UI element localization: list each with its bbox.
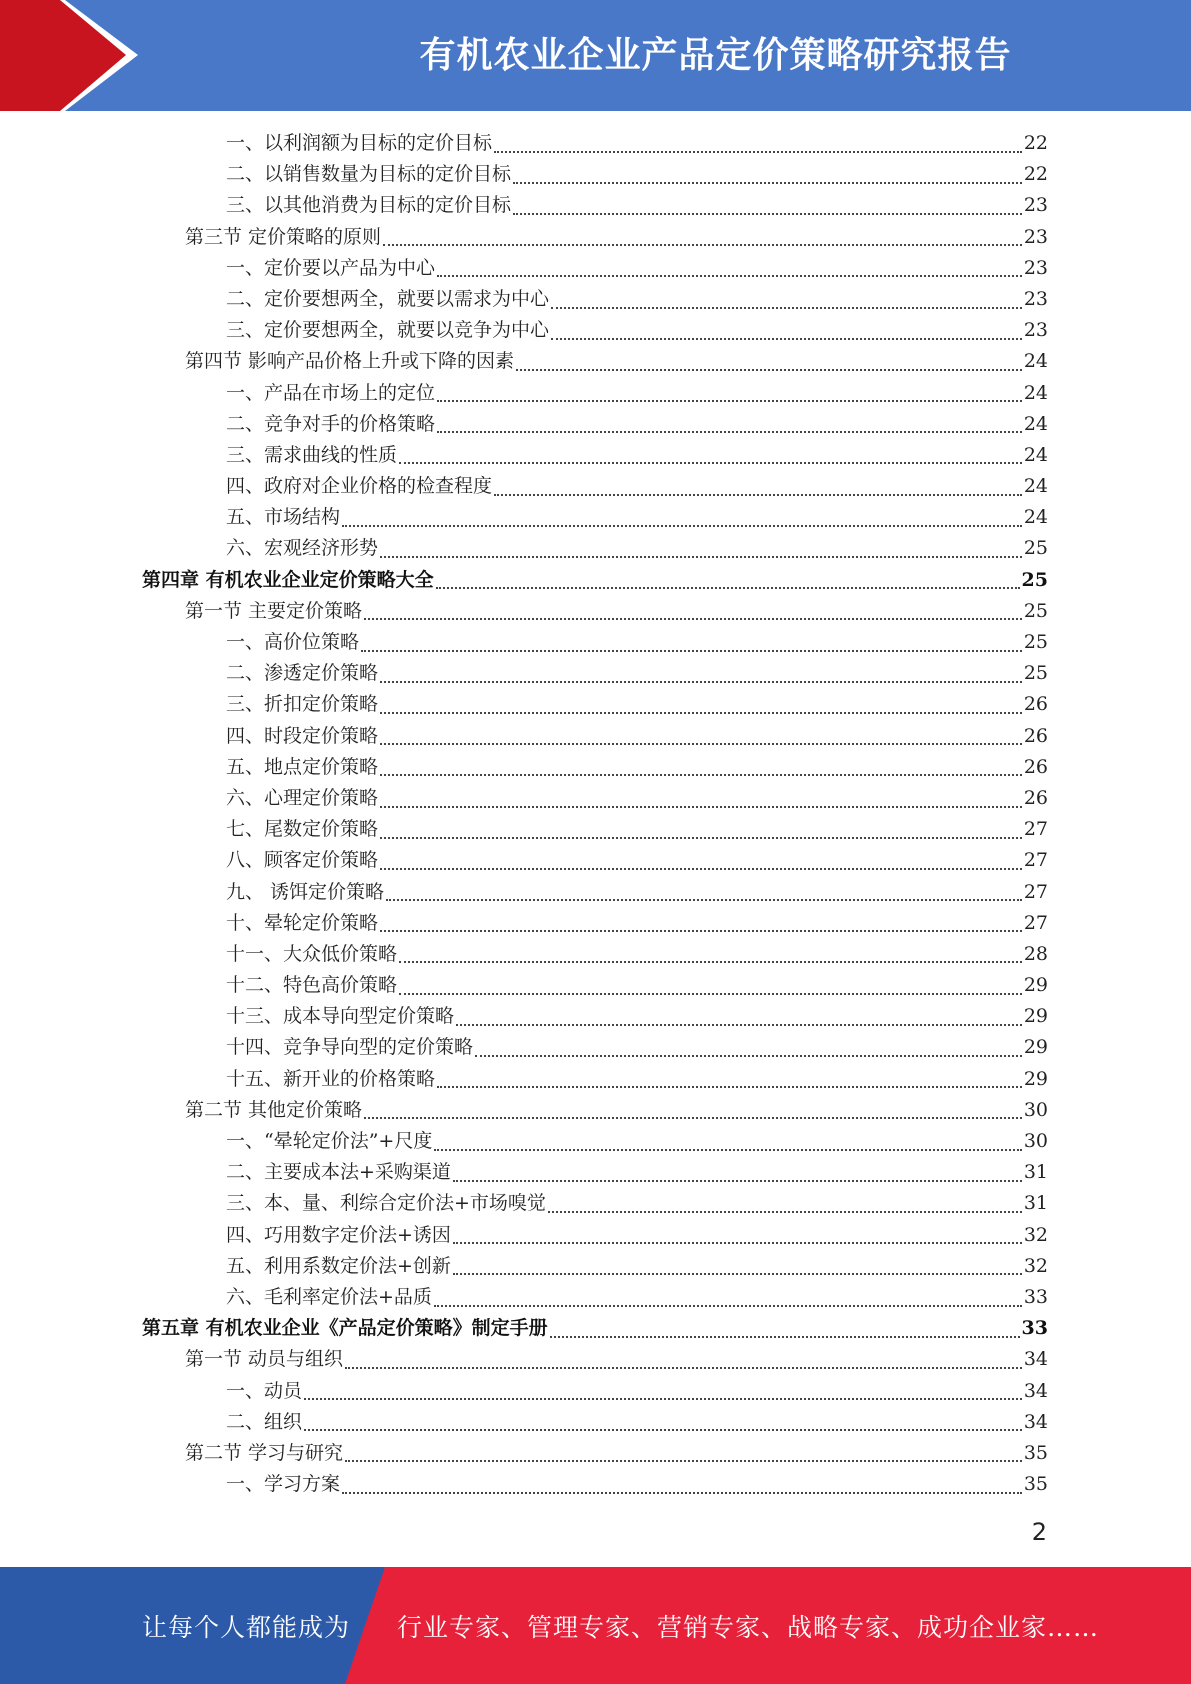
toc-subsection-entry[interactable] — [142, 908, 1048, 939]
toc-dot-leader — [345, 1367, 1022, 1369]
toc-entry-page: 34 — [1023, 1348, 1048, 1371]
toc-entry-title: 二、组织 — [226, 1410, 303, 1433]
toc-subsection-entry[interactable] — [142, 440, 1048, 471]
toc-entry-title: 三、定价要想两全，就要以竞争为中心 — [226, 319, 550, 342]
toc-dot-leader — [437, 400, 1022, 402]
toc-entry-title: 五、地点定价策略 — [226, 755, 379, 778]
toc-subsection-entry[interactable] — [142, 1001, 1048, 1032]
toc-subsection-entry[interactable] — [142, 502, 1048, 533]
toc-entry-title: 四、时段定价策略 — [226, 724, 379, 747]
toc-subsection-entry[interactable] — [142, 190, 1048, 221]
toc-entry-title: 一、“晕轮定价法”+尺度 — [226, 1130, 433, 1152]
toc-entry-page: 25 — [1023, 537, 1048, 560]
toc-dot-leader — [516, 369, 1022, 371]
toc-entry-title: 三、本、量、利综合定价法+市场嗅觉 — [226, 1192, 546, 1215]
toc-subsection-entry[interactable] — [142, 1064, 1048, 1095]
toc-entry-page: 33 — [1021, 1317, 1048, 1340]
footer-slogan: 让每个人都能成为 — [142, 1612, 351, 1642]
page-number: 2 — [1031, 1518, 1047, 1546]
toc-dot-leader — [383, 244, 1022, 246]
toc-entry-title: 三、需求曲线的性质 — [226, 443, 398, 466]
toc-subsection-entry[interactable] — [142, 939, 1048, 970]
toc-entry-page: 24 — [1023, 475, 1048, 498]
toc-dot-leader — [380, 868, 1022, 870]
toc-subsection-entry[interactable] — [142, 783, 1048, 814]
toc-dot-leader — [437, 1086, 1022, 1088]
toc-subsection-entry[interactable] — [142, 284, 1048, 315]
toc-entry-page: 22 — [1023, 132, 1048, 154]
toc-dot-leader — [345, 1460, 1022, 1462]
toc-entry-page: 27 — [1023, 880, 1048, 903]
toc-entry-page: 29 — [1023, 1005, 1048, 1028]
toc-entry-title: 六、毛利率定价法+品质 — [226, 1285, 432, 1308]
footer-tagline: 行业专家、管理专家、营销专家、战略专家、成功企业家…… — [397, 1612, 1100, 1642]
toc-subsection-entry[interactable] — [142, 315, 1048, 346]
page-footer — [0, 1567, 1191, 1684]
toc-entry-title: 十、晕轮定价策略 — [226, 911, 379, 934]
toc-entry-title: 四、政府对企业价格的检查程度 — [226, 475, 493, 498]
toc-dot-leader — [436, 587, 1020, 589]
toc-dot-leader — [342, 1492, 1022, 1494]
toc-entry-page: 34 — [1023, 1379, 1048, 1402]
toc-subsection-entry[interactable] — [142, 1188, 1048, 1219]
toc-dot-leader — [380, 743, 1022, 745]
toc-entry-title: 一、产品在市场上的定位 — [226, 381, 436, 404]
toc-dot-leader — [437, 431, 1022, 433]
header-arrow-decoration — [0, 0, 160, 111]
toc-entry-title: 第二节 学习与研究 — [185, 1441, 344, 1464]
toc-entry-page: 29 — [1023, 1067, 1048, 1090]
toc-entry-title: 第一节 主要定价策略 — [185, 599, 363, 622]
toc-entry-title: 一、动员 — [226, 1379, 303, 1402]
toc-dot-leader — [551, 307, 1022, 309]
toc-dot-leader — [453, 1180, 1022, 1182]
toc-entry-page: 25 — [1023, 631, 1048, 653]
toc-subsection-entry[interactable] — [142, 970, 1048, 1001]
toc-subsection-entry[interactable] — [142, 845, 1048, 876]
toc-entry-title: 第五章 有机农业企业《产品定价策略》制定手册 — [142, 1317, 548, 1340]
toc-dot-leader — [513, 213, 1022, 215]
toc-subsection-entry[interactable] — [142, 253, 1048, 284]
toc-subsection-entry[interactable] — [142, 627, 1048, 658]
toc-subsection-entry[interactable] — [142, 471, 1048, 502]
toc-dot-leader — [399, 961, 1022, 963]
toc-entry-page: 24 — [1023, 381, 1048, 404]
toc-entry-page: 28 — [1023, 942, 1048, 965]
toc-subsection-entry[interactable] — [142, 814, 1048, 845]
toc-entry-page: 23 — [1023, 194, 1048, 217]
toc-entry-title: 四、巧用数字定价法+诱因 — [226, 1223, 451, 1246]
toc-entry-page: 32 — [1023, 1223, 1048, 1246]
toc-entry-title: 十三、成本导向型定价策略 — [226, 1005, 455, 1028]
toc-dot-leader — [380, 681, 1022, 683]
toc-dot-leader — [380, 712, 1022, 714]
toc-entry-page: 26 — [1023, 786, 1048, 809]
toc-entry-page: 29 — [1023, 974, 1048, 997]
toc-entry-page: 25 — [1023, 599, 1048, 622]
toc-subsection-entry[interactable] — [142, 1220, 1048, 1251]
toc-dot-leader — [551, 338, 1022, 340]
toc-dot-leader — [380, 556, 1022, 558]
toc-entry-page: 35 — [1023, 1473, 1048, 1496]
toc-entry-title: 一、高价位策略 — [226, 631, 360, 653]
toc-subsection-entry[interactable] — [142, 128, 1048, 159]
toc-dot-leader — [456, 1024, 1022, 1026]
toc-dot-leader — [434, 1149, 1021, 1151]
toc-dot-leader — [437, 275, 1022, 277]
toc-entry-title: 五、市场结构 — [226, 506, 341, 529]
toc-dot-leader — [380, 774, 1022, 776]
toc-entry-page: 24 — [1023, 506, 1048, 529]
toc-entry-title: 第四章 有机农业企业定价策略大全 — [142, 568, 434, 591]
toc-entry-page: 24 — [1023, 350, 1048, 373]
toc-entry-title: 十一、大众低价策略 — [226, 942, 398, 965]
toc-subsection-entry[interactable] — [142, 378, 1048, 409]
toc-chapter-entry[interactable] — [142, 1313, 1048, 1344]
toc-entry-title: 九、 诱饵定价策略 — [226, 880, 385, 903]
toc-entry-title: 十四、竞争导向型的定价策略 — [226, 1036, 474, 1059]
toc-entry-title: 二、主要成本法+采购渠道 — [226, 1161, 451, 1184]
toc-entry-title: 八、顾客定价策略 — [226, 849, 379, 872]
toc-dot-leader — [453, 1242, 1022, 1244]
toc-dot-leader — [453, 1273, 1022, 1275]
toc-subsection-entry[interactable] — [142, 533, 1048, 564]
toc-entry-title: 第一节 动员与组织 — [185, 1348, 344, 1371]
toc-dot-leader — [304, 1398, 1022, 1400]
toc-entry-page: 31 — [1023, 1161, 1048, 1184]
toc-dot-leader — [475, 1055, 1022, 1057]
toc-entry-title: 六、宏观经济形势 — [226, 537, 379, 560]
toc-entry-title: 五、利用系数定价法+创新 — [226, 1254, 451, 1277]
toc-entry-page: 23 — [1023, 287, 1048, 310]
toc-entry-page: 22 — [1023, 163, 1048, 186]
toc-entry-page: 25 — [1021, 568, 1048, 591]
toc-entry-title: 六、心理定价策略 — [226, 786, 379, 809]
toc-entry-title: 十二、特色高价策略 — [226, 974, 398, 997]
toc-section-entry[interactable] — [142, 1095, 1048, 1126]
toc-entry-title: 第二节 其他定价策略 — [185, 1098, 363, 1121]
toc-entry-title: 七、尾数定价策略 — [226, 818, 379, 841]
toc-entry-page: 35 — [1023, 1441, 1048, 1464]
toc-subsection-entry[interactable] — [142, 1251, 1048, 1282]
toc-entry-page: 23 — [1023, 256, 1048, 279]
toc-subsection-entry[interactable] — [142, 658, 1048, 689]
toc-subsection-entry[interactable] — [142, 1282, 1048, 1313]
toc-subsection-entry[interactable] — [142, 877, 1048, 908]
toc-section-entry[interactable] — [142, 222, 1048, 253]
toc-entry-title: 二、定价要想两全，就要以需求为中心 — [226, 287, 550, 310]
toc-entry-title: 一、定价要以产品为中心 — [226, 256, 436, 279]
document-title: 有机农业企业产品定价策略研究报告 — [419, 34, 1012, 76]
toc-dot-leader — [399, 462, 1022, 464]
toc-subsection-entry[interactable] — [142, 409, 1048, 440]
toc-entry-title: 三、以其他消费为目标的定价目标 — [226, 194, 512, 217]
toc-section-entry[interactable] — [142, 1438, 1048, 1469]
toc-entry-page: 25 — [1023, 662, 1048, 685]
toc-dot-leader — [342, 525, 1022, 527]
toc-entry-page: 26 — [1023, 724, 1048, 747]
toc-entry-page: 29 — [1023, 1036, 1048, 1059]
toc-dot-leader — [434, 1305, 1022, 1307]
toc-subsection-entry[interactable] — [142, 689, 1048, 720]
toc-entry-title: 二、以销售数量为目标的定价目标 — [226, 163, 512, 186]
toc-entry-page: 34 — [1023, 1410, 1048, 1433]
toc-dot-leader — [364, 618, 1022, 620]
toc-dot-leader — [550, 1336, 1020, 1338]
toc-subsection-entry[interactable] — [142, 1032, 1048, 1063]
toc-entry-title: 二、渗透定价策略 — [226, 662, 379, 685]
toc-dot-leader — [361, 650, 1022, 652]
toc-entry-page: 32 — [1023, 1254, 1048, 1277]
toc-dot-leader — [364, 1117, 1022, 1119]
toc-entry-page: 24 — [1023, 443, 1048, 466]
toc-dot-leader — [386, 899, 1022, 901]
toc-entry-title: 第三节 定价策略的原则 — [185, 225, 382, 248]
toc-entry-page: 24 — [1023, 412, 1048, 435]
toc-dot-leader — [548, 1211, 1022, 1213]
toc-entry-page: 30 — [1023, 1098, 1048, 1121]
toc-entry-page: 23 — [1023, 225, 1048, 248]
toc-subsection-entry[interactable] — [142, 1469, 1048, 1500]
toc-entry-page: 26 — [1023, 755, 1048, 778]
toc-entry-title: 一、学习方案 — [226, 1473, 341, 1496]
toc-entry-page: 30 — [1023, 1130, 1048, 1152]
toc-entry-page: 27 — [1023, 818, 1048, 841]
toc-dot-leader — [304, 1429, 1022, 1431]
toc-dot-leader — [494, 494, 1022, 496]
page-header — [0, 0, 1191, 111]
toc-dot-leader — [513, 182, 1022, 184]
toc-subsection-entry[interactable] — [142, 1157, 1048, 1188]
toc-entry-title: 一、以利润额为目标的定价目标 — [226, 132, 493, 154]
toc-subsection-entry[interactable] — [142, 1376, 1048, 1407]
toc-subsection-entry[interactable] — [142, 159, 1048, 190]
toc-entry-page: 27 — [1023, 911, 1048, 934]
toc-dot-leader — [380, 837, 1022, 839]
toc-chapter-entry[interactable] — [142, 565, 1048, 596]
toc-section-entry[interactable] — [142, 346, 1048, 377]
toc-subsection-entry[interactable] — [142, 721, 1048, 752]
toc-subsection-entry[interactable] — [142, 1126, 1048, 1157]
toc-entry-page: 27 — [1023, 849, 1048, 872]
toc-entry-page: 31 — [1023, 1192, 1048, 1215]
toc-entry-title: 十五、新开业的价格策略 — [226, 1067, 436, 1090]
table-of-contents — [142, 128, 1048, 1500]
toc-entry-title: 三、折扣定价策略 — [226, 693, 379, 716]
toc-dot-leader — [380, 806, 1022, 808]
toc-dot-leader — [494, 151, 1022, 153]
toc-section-entry[interactable] — [142, 1344, 1048, 1375]
toc-entry-page: 23 — [1023, 319, 1048, 342]
toc-subsection-entry[interactable] — [142, 1407, 1048, 1438]
toc-subsection-entry[interactable] — [142, 752, 1048, 783]
toc-entry-page: 26 — [1023, 693, 1048, 716]
toc-entry-title: 二、竞争对手的价格策略 — [226, 412, 436, 435]
toc-entry-title: 第四节 影响产品价格上升或下降的因素 — [185, 350, 515, 373]
toc-dot-leader — [399, 993, 1022, 995]
toc-dot-leader — [380, 930, 1022, 932]
toc-section-entry[interactable] — [142, 596, 1048, 627]
toc-entry-page: 33 — [1023, 1285, 1048, 1308]
